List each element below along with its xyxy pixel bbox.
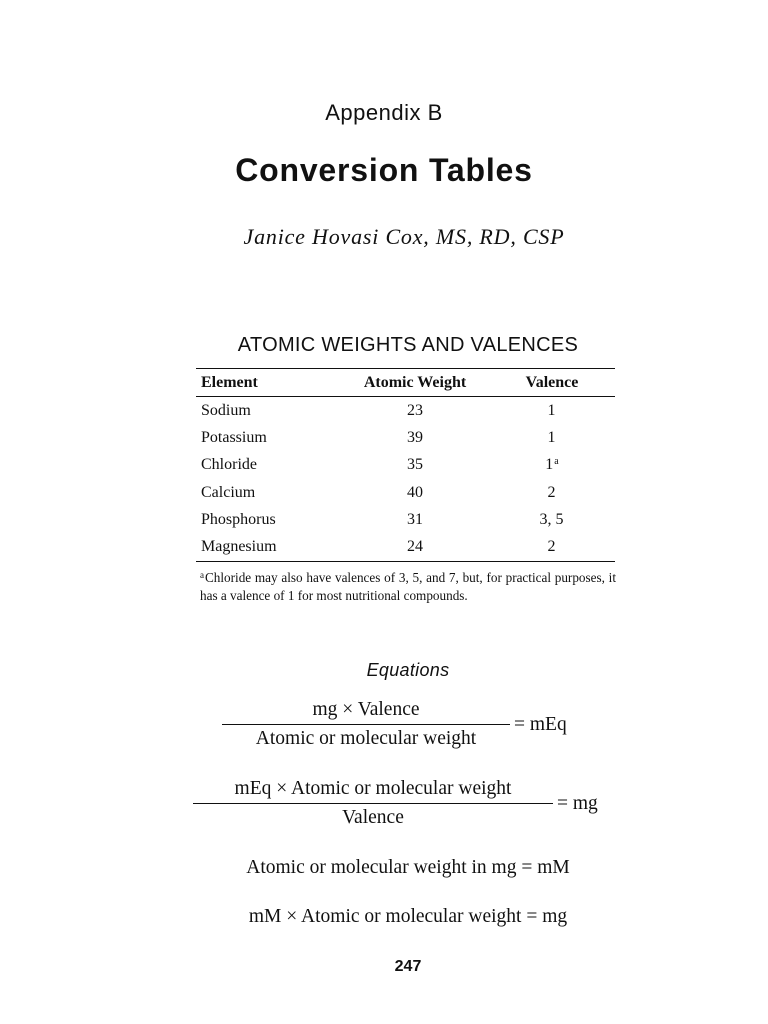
valence-value: 1 <box>547 428 556 446</box>
author-line: Janice Hovasi Cox, MS, RD, CSP <box>243 224 565 249</box>
fraction <box>193 778 553 829</box>
appendix-label: Appendix B <box>325 100 443 125</box>
cell-valence <box>489 424 615 451</box>
table-row <box>196 479 615 506</box>
footnote-marker: a <box>200 570 204 580</box>
equation-mg-to-meq <box>222 699 567 750</box>
equations-heading: Equations <box>366 660 450 680</box>
column-header-atomic-weight: Atomic Weight <box>363 373 467 391</box>
atomic-weights-table <box>196 368 615 562</box>
cell-valence <box>489 397 615 425</box>
cell-element: Chloride <box>201 456 257 474</box>
valence-value: 1 <box>547 401 556 419</box>
cell-element: Potassium <box>201 428 267 446</box>
table-row <box>196 506 615 533</box>
cell-atomic-weight: 23 <box>407 401 423 419</box>
cell-atomic-weight: 24 <box>407 538 423 556</box>
cell-valence <box>489 452 615 479</box>
table-title: ATOMIC WEIGHTS AND VALENCES <box>237 334 579 356</box>
table-row <box>196 452 615 479</box>
cell-valence <box>489 506 615 533</box>
cell-element: Calcium <box>201 483 256 501</box>
cell-valence <box>489 479 615 506</box>
footnote-text: Chloride may also have valences of 3, 5, and 7, but, for practical purposes, it has a valence of 1 for most nutritional compounds. <box>200 570 616 603</box>
cell-atomic-weight: 40 <box>407 483 423 501</box>
valence-value: 1 <box>545 456 554 474</box>
equation-meq-to-mg <box>193 778 598 829</box>
cell-element: Magnesium <box>201 538 277 556</box>
fraction-denominator: Atomic or molecular weight <box>222 724 510 750</box>
fraction <box>222 699 510 750</box>
table-footnote <box>200 566 616 605</box>
page-number: 247 <box>394 958 422 975</box>
column-header-element: Element <box>201 373 258 391</box>
valence-value: 2 <box>547 538 556 556</box>
column-header-valence: Valence <box>525 373 579 391</box>
equation-weight-to-mm: Atomic or molecular weight in mg = mM <box>246 857 570 878</box>
cell-atomic-weight: 31 <box>407 510 423 528</box>
table-row <box>196 533 615 561</box>
fraction-numerator: mEq × Atomic or molecular weight <box>234 778 512 799</box>
table-row <box>196 397 615 425</box>
valence-value: 3, 5 <box>539 510 564 528</box>
cell-atomic-weight: 35 <box>407 456 423 474</box>
table-row <box>196 424 615 451</box>
cell-valence <box>489 533 615 561</box>
equation-mm-to-mg: mM × Atomic or molecular weight = mg <box>248 906 568 927</box>
page-title: Conversion Tables <box>235 152 533 188</box>
cell-atomic-weight: 39 <box>407 428 423 446</box>
equation-result: = mEq <box>514 713 567 735</box>
table-header-row <box>196 369 615 397</box>
fraction-numerator: mg × Valence <box>312 699 420 720</box>
cell-element: Sodium <box>201 401 251 419</box>
fraction-denominator: Valence <box>193 803 553 829</box>
cell-element: Phosphorus <box>201 510 276 528</box>
equation-result: = mg <box>557 792 598 814</box>
footnote-ref: a <box>554 456 559 468</box>
valence-value: 2 <box>547 483 556 501</box>
